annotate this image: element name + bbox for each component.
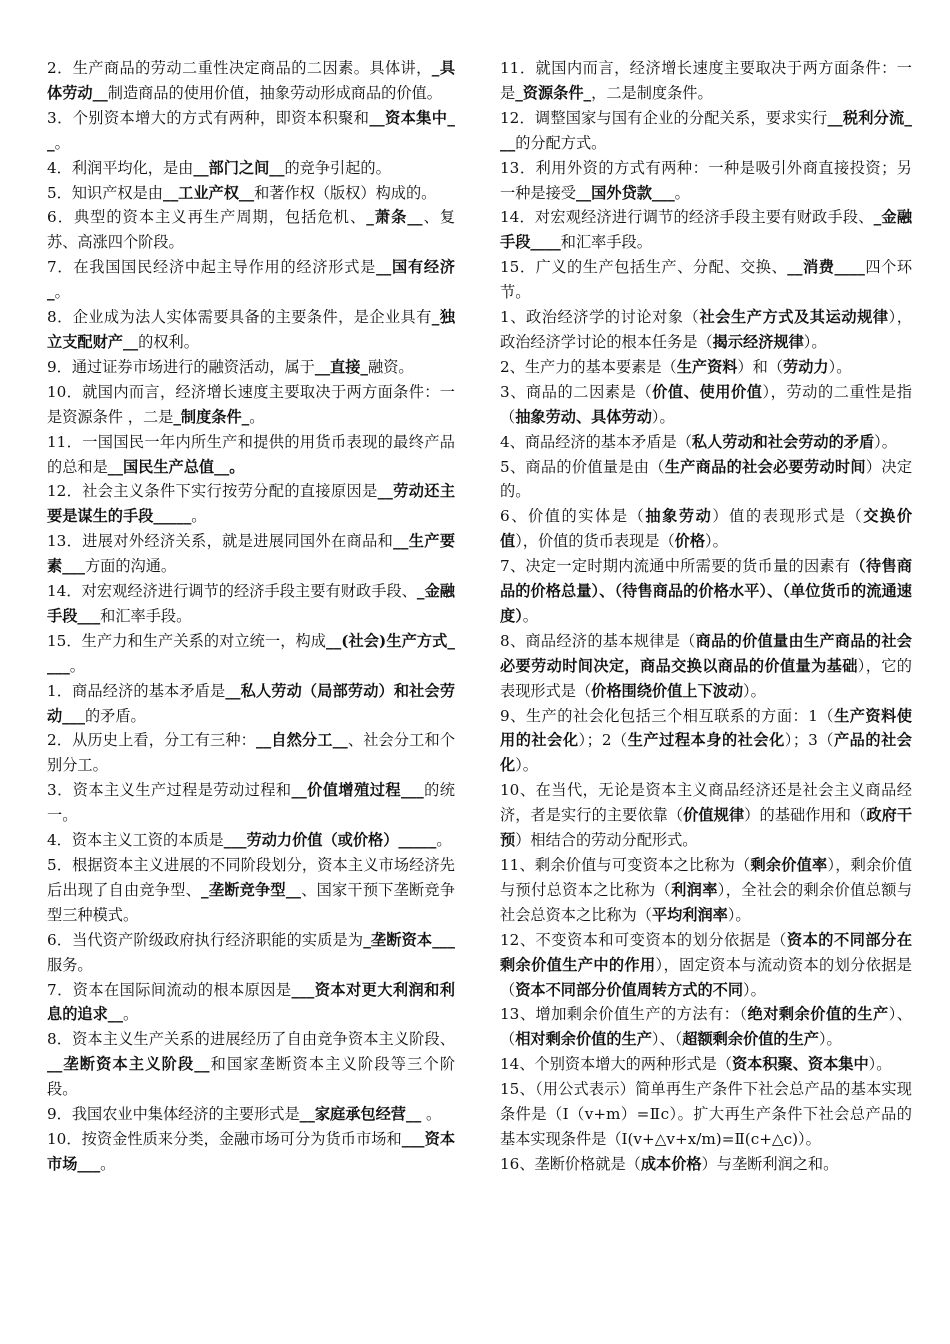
- left_column-item-18: 4．资本主义工资的本质是___劳动力价值（或价格）_____。: [47, 831, 452, 850]
- left_column-item-8: 9．通过证券市场进行的融资活动，属于__直接_融资。: [47, 357, 414, 376]
- right_column-item-7: 2、生产力的基本要素是（生产资料）和（劳动力）。: [500, 357, 852, 376]
- left_column-item-15: 1．商品经济的基本矛盾是__私人劳动（局部劳动）和社会劳动___的矛盾。: [47, 681, 455, 725]
- left_column-item-4: 5．知识产权是由__工业产权__和著作权（版权）构成的。: [47, 183, 437, 202]
- right-column: [500, 56, 912, 1177]
- left_column-item-12: 13．进展对外经济关系，就是进展同国外在商品和__生产要素___方面的沟通。: [47, 532, 455, 576]
- right_column-item-16: 11、剩余价值与可变资本之比称为（剩余价值率），剩余价值与预付总资本之比称为（利润率），全社会的剩余价值总额与社会总资本之比称为（平均利润率）。: [500, 856, 913, 924]
- left_column-item-2: 3．个别资本增大的方式有两种，即资本积聚和__资本集中__。: [47, 108, 455, 152]
- right_column-item-4: 14．对宏观经济进行调节的经济手段主要有财政手段、_金融手段____和汇率手段。: [500, 208, 913, 252]
- right_column-item-6: 1、政治经济学的讨论对象（社会生产方式及其运动规律），政治经济学讨论的根本任务是（揭示经济规律）。: [500, 308, 912, 351]
- left_column-item-17: 3．资本主义生产过程是劳动过程和__价值增殖过程___的统一。: [47, 781, 455, 825]
- right_column-item-12: 7、决定一定时期内流通中所需要的货币量的因素有（待售商品的价格总量）、（待售商品的价格水平）、（单位货币的流通速度）。: [500, 557, 913, 625]
- right_column-item-18: 13、增加剩余价值生产的方法有：（绝对剩余价值的生产）、（相对剩余价值的生产）、（超额剩余价值的生产）。: [500, 1005, 912, 1049]
- left_column-item-22: 8．资本主义生产关系的进展经历了自由竞争资本主义阶段、__垄断资本主义阶段__和国家垄断资本主义阶段等三个阶段。: [47, 1030, 456, 1099]
- left_column-item-6: 7．在我国国民经济中起主导作用的经济形式是__国有经济_。: [47, 258, 455, 302]
- left_column-item-13: 14．对宏观经济进行调节的经济手段主要有财政手段、_金融手段___和汇率手段。: [47, 582, 455, 625]
- left_column-item-20: 6．当代资产阶级政府执行经济职能的实质是为_垄断资本___服务。: [47, 930, 455, 974]
- left_column-item-7: 8．企业成为法人实体需要具备的主要条件，是企业具有_独立支配财产__的权利。: [47, 308, 456, 351]
- left_column-item-16: 2．从历史上看，分工有三种：__自然分工__、社会分工和个别分工。: [47, 731, 456, 775]
- left_column-item-23: 9．我国农业中集体经济的主要形式是__家庭承包经营__ 。: [47, 1105, 442, 1124]
- left_column-item-5: 6．典型的资本主义再生产周期，包括危机、_萧条__、复苏、高涨四个阶段。: [47, 208, 456, 252]
- right_column-item-3: 13．利用外资的方式有两种：一种是吸引外商直接投资；另一种是接受__国外贷款___。: [500, 158, 912, 202]
- left-column: [47, 56, 455, 1177]
- left_column-item-19: 5．根据资本主义进展的不同阶段划分，资本主义市场经济先后出现了自由竞争型、_垄断竞争型__、国家干预下垄断竞争型三种模式。: [47, 856, 456, 924]
- left_column-item-3: 4．利润平均化，是由__部门之间__的竞争引起的。: [47, 158, 391, 177]
- left_column-item-14: 15．生产力和生产关系的对立统一，构成__(社会)生产方式____。: [47, 631, 456, 675]
- right_column-item-21: 16、垄断价格就是（成本价格）与垄断利润之和。: [500, 1154, 839, 1173]
- left_column-item-24: 10．按资金性质来分类，金融市场可分为货币市场和___资本市场___。: [47, 1129, 456, 1173]
- left_column-item-21: 7．资本在国际间流动的根本原因是___资本对更大利润和利息的追求__。: [47, 980, 455, 1024]
- right_column-item-8: 3、商品的二因素是（价值、使用价值），劳动的二重性是指（抽象劳动、具体劳动）。: [500, 382, 912, 426]
- left_column-item-1: 2．生产商品的劳动二重性决定商品的二因素。具体讲，_具体劳动__制造商品的使用价值，抽象劳动形成商品的价值。: [47, 59, 456, 102]
- right_column-item-13: 8、商品经济的基本规律是（商品的价值量由生产商品的社会必要劳动时间决定，商品交换以商品的价值量为基础），它的表现形式是（价格围绕价值上下波动）。: [500, 631, 912, 700]
- right_column-item-10: 5、商品的价值量是由（生产商品的社会必要劳动时间）决定的。: [500, 457, 913, 501]
- right_column-item-15: 10、在当代，无论是资本主义商品经济还是社会主义商品经济，者是实行的主要依靠（价值规律）的基础作用和（政府干预）相结合的劳动分配形式。: [500, 781, 913, 850]
- right_column-item-17: 12、不变资本和可变资本的划分依据是（资本的不同部分在剩余价值生产中的作用），固定资本与流动资本的划分依据是（资本不同部分价值周转方式的不同）。: [500, 930, 913, 999]
- right_column-item-1: 11．就国内而言，经济增长速度主要取决于两方面条件：一是_资源条件_，二是制度条件。: [500, 59, 912, 102]
- right_column-item-2: 12．调整国家与国有企业的分配关系，要求实行__税利分流___的分配方式。: [500, 108, 913, 152]
- right_column-item-9: 4、商品经济的基本矛盾是（私人劳动和社会劳动的矛盾）。: [500, 432, 897, 451]
- right_column-item-14: 9、生产的社会化包括三个相互联系的方面：1（生产资料使用的社会化）；2（生产过程本身的社会化）；3（产品的社会化）。: [500, 706, 912, 775]
- left_column-item-10: 11．一国国民一年内所生产和提供的用货币表现的最终产品的总和是__国民生产总值__。: [47, 432, 455, 476]
- right_column-item-11: 6、价值的实体是（抽象劳动）值的表现形式是（交换价值），价值的货币表现是（价格）。: [500, 507, 913, 551]
- left_column-item-11: 12．社会主义条件下实行按劳分配的直接原因是__劳动还主要是谋生的手段_____。: [47, 482, 455, 526]
- right_column-item-19: 14、个别资本增大的两种形式是（资本积聚、资本集中）。: [500, 1055, 892, 1074]
- left_column-item-9: 10．就国内而言，经济增长速度主要取决于两方面条件：一是资源条件 ，二是_制度条件_。: [47, 382, 455, 426]
- right_column-item-5: 15．广义的生产包括生产、分配、交换、__消费____四个环节。: [500, 258, 913, 302]
- right_column-item-20: 15、（用公式表示）简单再生产条件下社会总产品的基本实现条件是（Ⅰ（v+m）=Ⅱc）。扩大再生产条件下社会总产品的基本实现条件是（Ⅰ(v+△v+x/m)=Ⅱ(c+△c)）。: [500, 1080, 912, 1148]
